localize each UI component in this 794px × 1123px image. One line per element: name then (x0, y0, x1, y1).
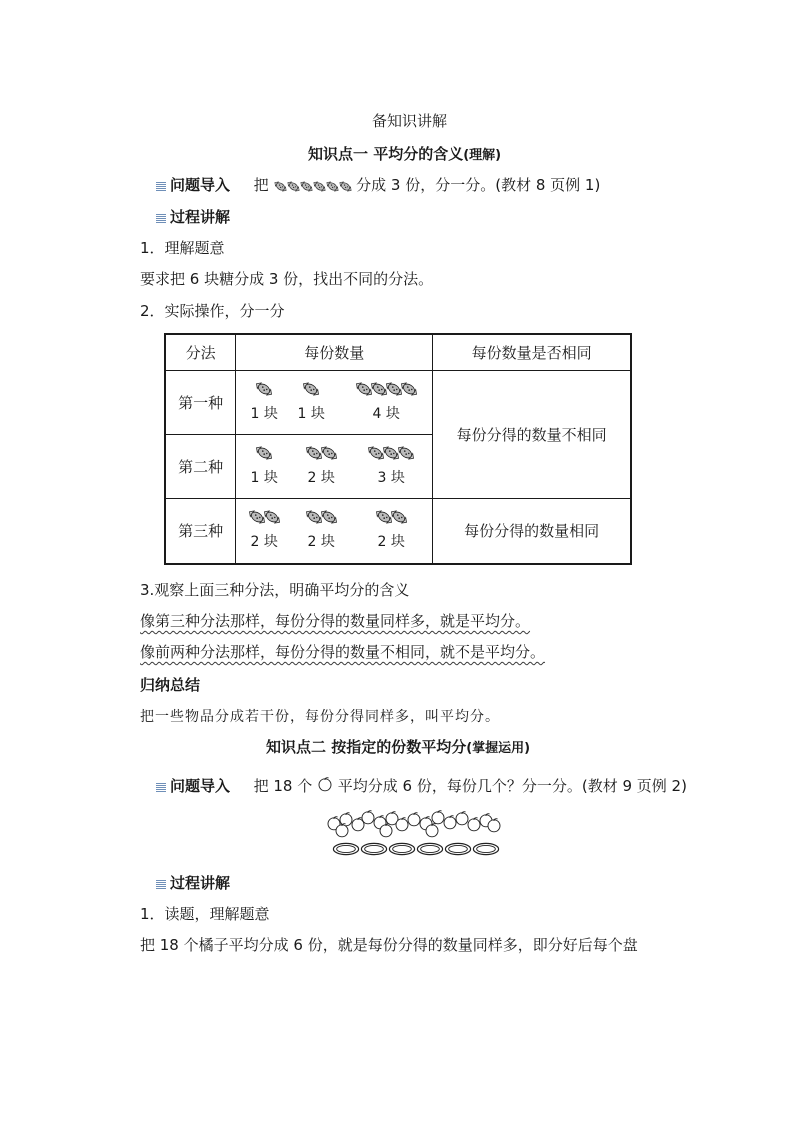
quantity-label: 2 块 (250, 533, 278, 550)
quantity-label: 1 块 (297, 405, 325, 422)
plate-icon (389, 843, 414, 854)
section1-tag: (理解) (463, 148, 502, 163)
step2-title: 2．实际操作，分一分 (140, 302, 285, 320)
orange-icon (468, 818, 480, 831)
orange-icon (456, 812, 468, 825)
question-prefix: 把 (253, 176, 269, 194)
section1-title (308, 143, 501, 164)
summary-label: 归纳总结 (140, 676, 201, 694)
plate-icon (333, 843, 358, 854)
candy-icon (254, 379, 274, 399)
quantity-label: 2 块 (307, 469, 335, 486)
process-label: 过程讲解 (170, 874, 231, 892)
orange-icon (432, 811, 444, 824)
section1-question-intro (156, 174, 600, 198)
page-title: 备知识讲解 (372, 112, 448, 130)
table-row (165, 498, 631, 564)
table-row (165, 370, 631, 434)
candy-icon (338, 179, 353, 194)
oranges-and-plates-illustration (322, 808, 504, 860)
section2-title (266, 736, 530, 757)
table-header-row (165, 334, 631, 370)
step1-text: 要求把 6 块糖分成 3 份，找出不同的分法。 (140, 270, 434, 288)
plate-icon (361, 843, 386, 854)
step1-title: 1．理解题意 (140, 239, 225, 257)
quantity-cell (236, 370, 433, 434)
question-prefix: 把 18 个 (253, 777, 313, 795)
method-name: 第二种 (165, 434, 236, 498)
candy-icon (399, 379, 419, 399)
section-marker-icon (156, 181, 166, 191)
orange-icon (444, 816, 456, 829)
section2-step1-title: 1．读题，理解题意 (140, 905, 270, 923)
result-unequal: 每份分得的数量不相同 (433, 370, 631, 498)
candy-icon (254, 443, 274, 463)
candy-icon (396, 443, 416, 463)
section1-title-text: 知识点一 平均分的含义 (308, 145, 464, 163)
quantity-cell (236, 498, 433, 564)
candy-icon (301, 379, 321, 399)
question-suffix: 分成 3 份，分一分。(教材 8 页例 1) (356, 176, 601, 194)
observe-text: 像前两种分法那样，每份分得的数量不相同，就不是平均分。 (140, 643, 546, 661)
result-equal: 每份分得的数量相同 (433, 498, 631, 564)
quantity-label: 4 块 (372, 405, 400, 422)
section2-step1-text: 把 18 个橘子平均分成 6 份，就是每份分得的数量同样多，即分好后每个盘 (140, 936, 638, 954)
method-name: 第三种 (165, 498, 236, 564)
quantity-label: 3 块 (377, 469, 405, 486)
section-marker-icon (156, 213, 166, 223)
plate-icon (473, 843, 498, 854)
quantity-label: 2 块 (307, 533, 335, 550)
section2-question-intro (156, 775, 687, 796)
candy-icon (389, 507, 409, 527)
section2-tag: (掌握运用) (466, 741, 531, 756)
observe-line-2 (140, 641, 545, 662)
candy-icon (262, 507, 282, 527)
observe-line-1 (140, 610, 530, 631)
orange-icon (340, 813, 352, 826)
section-marker-icon (156, 879, 166, 889)
orange-icon (317, 776, 333, 792)
summary-text: 把一些物品分成若干份，每份分得同样多，叫平均分。 (140, 709, 500, 725)
question-suffix: 平均分成 6 份，每份几个？分一分。(教材 9 页例 2) (337, 777, 687, 795)
method-name: 第一种 (165, 370, 236, 434)
table-header: 每份数量是否相同 (433, 334, 631, 370)
orange-icon (362, 811, 374, 824)
candy-row (273, 179, 351, 198)
candy-icon (319, 443, 339, 463)
division-methods-table (164, 333, 632, 565)
observe-text: 像第三种分法那样，每份分得的数量同样多，就是平均分。 (140, 612, 531, 630)
quantity-label: 2 块 (377, 533, 405, 550)
quantity-label: 1 块 (250, 469, 278, 486)
step3-title: 3.观察上面三种分法，明确平均分的含义 (140, 581, 410, 599)
quantity-cell (236, 434, 433, 498)
section2-process-heading (156, 872, 230, 893)
section1-process-heading (156, 206, 230, 227)
question-label: 问题导入 (170, 176, 231, 194)
quantity-label: 1 块 (250, 405, 278, 422)
section-marker-icon (156, 782, 166, 792)
process-label: 过程讲解 (170, 208, 231, 226)
orange-icon (408, 813, 420, 826)
candy-icon (319, 507, 339, 527)
section2-title-text: 知识点二 按指定的份数平均分 (266, 738, 467, 756)
table-header: 分法 (165, 334, 236, 370)
table-header: 每份数量 (236, 334, 433, 370)
plate-icon (417, 843, 442, 854)
plate-icon (445, 843, 470, 854)
question-label: 问题导入 (170, 777, 231, 795)
